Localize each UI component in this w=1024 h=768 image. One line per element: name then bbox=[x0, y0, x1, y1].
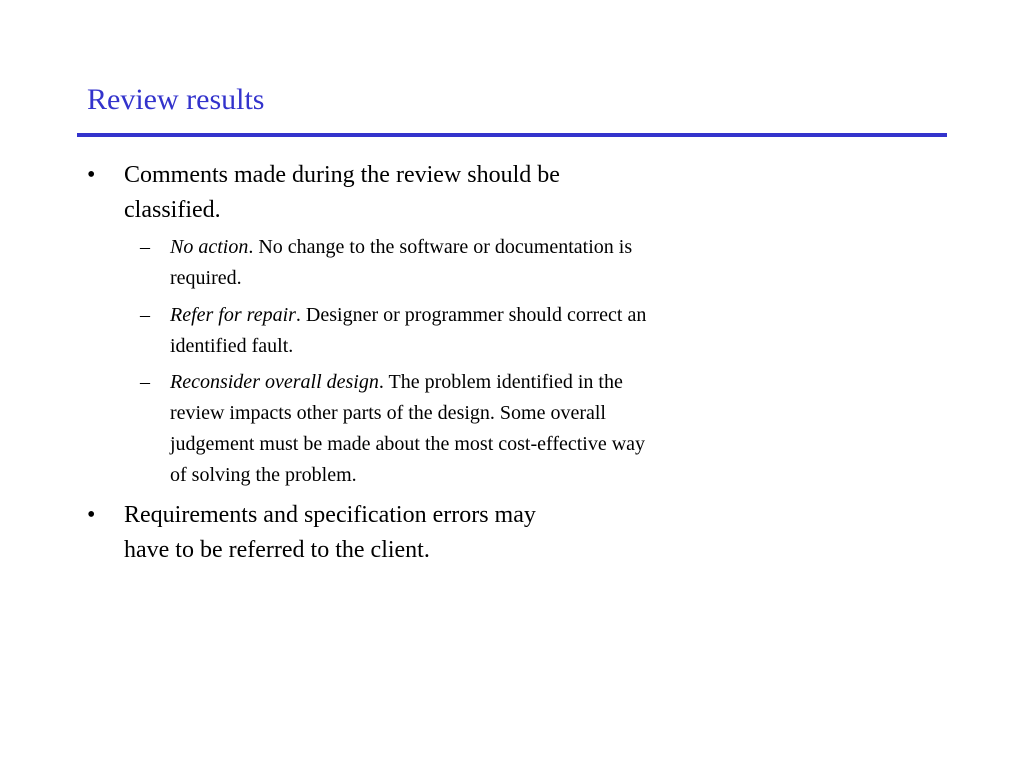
sub-bullet-line: identified fault. bbox=[170, 335, 294, 357]
sub-bullet-refer-for-repair bbox=[140, 300, 647, 362]
title-underline bbox=[77, 133, 947, 137]
sub-bullet-line bbox=[170, 367, 645, 398]
sub-bullet-line: judgement must be made about the most cost-effective way bbox=[170, 433, 646, 455]
slide-title: Review results bbox=[87, 83, 265, 116]
sub-bullet-reconsider-design bbox=[140, 367, 646, 491]
sub-bullet-no-action bbox=[140, 232, 633, 294]
sub-bullet-term: Reconsider overall design bbox=[170, 371, 379, 393]
bullet-marker: • bbox=[87, 162, 96, 188]
bullet-comments-classified bbox=[87, 158, 560, 228]
bullet-line: have to be referred to the client. bbox=[124, 537, 430, 563]
bullet-requirements-errors bbox=[87, 498, 536, 568]
sub-bullet-line bbox=[170, 300, 646, 331]
sub-bullet-line bbox=[170, 232, 632, 263]
sub-bullet-marker: – bbox=[140, 236, 150, 258]
sub-bullet-text: . No change to the software or documentation is bbox=[248, 236, 633, 258]
bullet-marker: • bbox=[87, 502, 96, 528]
sub-bullet-line: review impacts other parts of the design. Some overall bbox=[170, 402, 606, 424]
sub-bullet-text: . Designer or programmer should correct an bbox=[295, 304, 647, 326]
bullet-line: Comments made during the review should be bbox=[124, 162, 560, 188]
sub-bullet-line: of solving the problem. bbox=[170, 464, 357, 486]
bullet-line: Requirements and specification errors may bbox=[124, 502, 536, 528]
sub-bullet-marker: – bbox=[140, 304, 150, 326]
sub-bullet-line: required. bbox=[170, 267, 242, 289]
sub-bullet-text: . The problem identified in the bbox=[378, 371, 623, 393]
bullet-line: classified. bbox=[124, 197, 221, 223]
sub-bullet-marker: – bbox=[140, 371, 150, 393]
sub-bullet-term: Refer for repair bbox=[170, 304, 296, 326]
sub-bullet-term: No action bbox=[170, 236, 249, 258]
